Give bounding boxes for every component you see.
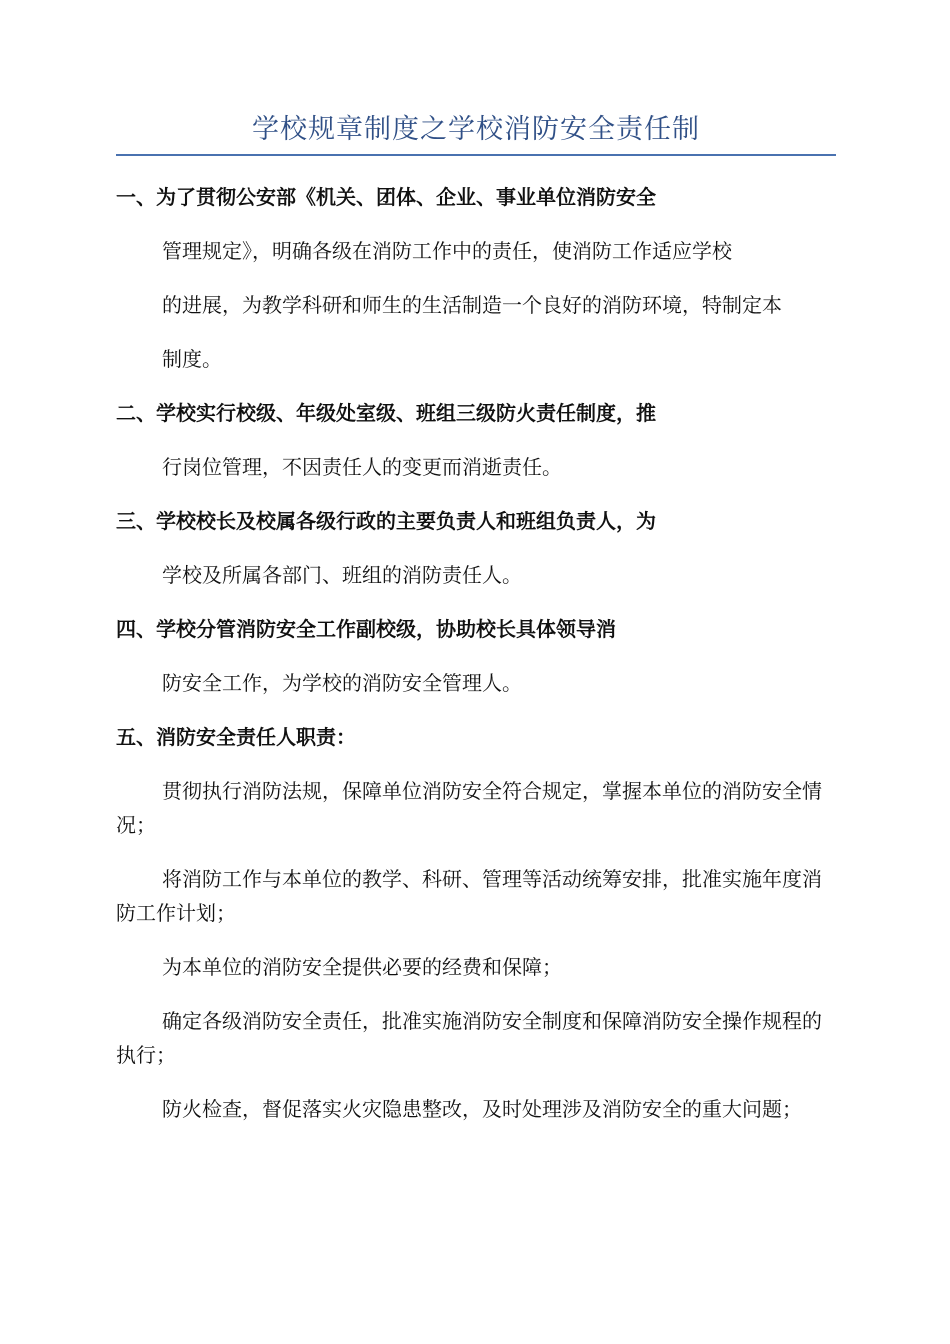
document-title: 学校规章制度之学校消防安全责任制 [116,108,836,156]
document-body [116,180,836,1126]
paragraph: 防安全工作，为学校的消防安全管理人。 [162,671,522,695]
paragraph: 管理规定》，明确各级在消防工作中的责任，使消防工作适应学校 [162,239,732,263]
paragraph: 一、为了贯彻公安部《机关、团体、企业、事业单位消防安全 [116,185,656,209]
paragraph: 行岗位管理，不因责任人的变更而消逝责任。 [162,455,562,479]
paragraph: 的进展，为教学科研和师生的生活制造一个良好的消防环境，特制定本 [162,293,782,317]
paragraph: 将消防工作与本单位的教学、科研、管理等活动统筹安排，批准实施年度消防工作计划； [116,867,822,925]
paragraph: 为本单位的消防安全提供必要的经费和保障； [162,955,562,979]
paragraph: 二、学校实行校级、年级处室级、班组三级防火责任制度，推 [116,401,656,425]
paragraph: 学校及所属各部门、班组的消防责任人。 [162,563,522,587]
paragraph: 防火检查，督促落实火灾隐患整改，及时处理涉及消防安全的重大问题； [162,1097,802,1121]
paragraph: 四、学校分管消防安全工作副校级，协助校长具体领导消 [116,617,616,641]
paragraph: 三、学校校长及校属各级行政的主要负责人和班组负责人，为 [116,509,656,533]
paragraph: 制度。 [162,347,222,371]
document-page [116,108,836,1146]
paragraph: 确定各级消防安全责任，批准实施消防安全制度和保障消防安全操作规程的执行； [116,1009,822,1067]
paragraph: 五、消防安全责任人职责： [116,725,356,749]
paragraph: 贯彻执行消防法规，保障单位消防安全符合规定，掌握本单位的消防安全情况； [116,779,822,837]
